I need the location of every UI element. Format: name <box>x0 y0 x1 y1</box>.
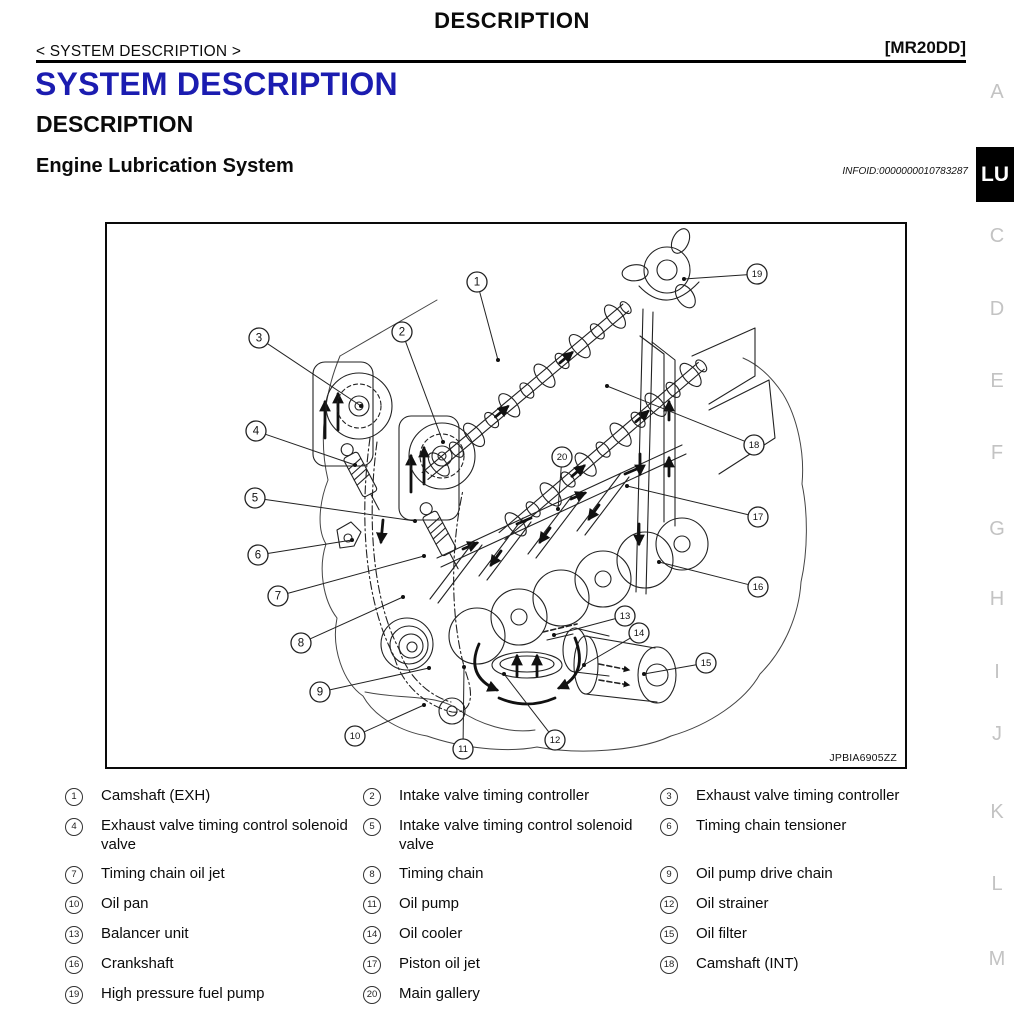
legend-item-5 <box>363 816 660 854</box>
legend-item-label: Timing chain tensioner <box>696 817 847 834</box>
svg-text:12: 12 <box>549 735 561 746</box>
legend-item-number: 5 <box>363 818 381 836</box>
callout-17 <box>625 484 768 527</box>
svg-text:7: 7 <box>274 590 282 603</box>
subsection-title: DESCRIPTION <box>36 111 194 137</box>
model-code-badge: [MR20DD] <box>884 38 966 57</box>
legend-item-20 <box>363 984 660 1004</box>
svg-text:10: 10 <box>349 731 361 742</box>
svg-text:11: 11 <box>458 744 468 755</box>
figure-code: JPBIA6905ZZ <box>829 752 897 764</box>
legend-item-label: Camshaft (INT) <box>696 955 799 972</box>
svg-text:8: 8 <box>297 637 305 650</box>
legend-item-label: Exhaust valve timing controller <box>696 787 900 804</box>
section-tab-lu: LU <box>976 147 1014 202</box>
svg-text:14: 14 <box>633 628 645 639</box>
legend-item-label: Oil cooler <box>399 925 463 942</box>
callout-2 <box>392 322 445 444</box>
legend-list <box>65 786 990 1014</box>
legend-item-6 <box>660 816 980 854</box>
callout-5 <box>245 488 417 523</box>
legend-item-label: Camshaft (EXH) <box>101 787 211 804</box>
legend-item-label: Exhaust valve timing control solenoid valve <box>101 817 348 853</box>
svg-text:2: 2 <box>398 326 406 339</box>
legend-item-4 <box>65 816 363 854</box>
legend-item-number: 16 <box>65 956 83 974</box>
callout-3 <box>249 328 363 408</box>
legend-item-number: 8 <box>363 866 381 884</box>
legend-item-label: Oil strainer <box>696 895 769 912</box>
legend-item-number: 14 <box>363 926 381 944</box>
svg-text:9: 9 <box>316 686 324 699</box>
index-letter-E: E <box>990 370 1004 392</box>
legend-item-11 <box>363 894 660 914</box>
header-divider <box>36 60 966 63</box>
index-letter-L: L <box>991 873 1003 895</box>
legend-item-14 <box>363 924 660 944</box>
index-letter-A: A <box>990 81 1004 103</box>
legend-item-number: 11 <box>363 896 381 914</box>
legend-item-number: 18 <box>660 956 678 974</box>
callout-4 <box>246 421 357 467</box>
callout-16 <box>657 560 768 597</box>
callout-layer <box>245 264 768 759</box>
index-letter-F: F <box>990 442 1004 464</box>
index-letter-I: I <box>994 661 1000 683</box>
legend-item-13 <box>65 924 363 944</box>
callout-1 <box>467 272 500 362</box>
svg-text:19: 19 <box>751 269 763 280</box>
index-letter-G: G <box>989 518 1005 540</box>
legend-item-label: Timing chain <box>399 865 484 882</box>
legend-item-15 <box>660 924 980 944</box>
legend-item-label: Oil pump drive chain <box>696 865 833 882</box>
legend-item-label: Crankshaft <box>101 955 174 972</box>
legend-item-number: 9 <box>660 866 678 884</box>
svg-text:20: 20 <box>556 452 568 463</box>
index-letter-K: K <box>990 801 1004 823</box>
legend-item-16 <box>65 954 363 974</box>
legend-item-7 <box>65 864 363 884</box>
section-title: SYSTEM DESCRIPTION <box>35 66 398 102</box>
legend-item-label: Oil pan <box>101 895 149 912</box>
svg-text:15: 15 <box>700 658 712 669</box>
svg-text:16: 16 <box>752 582 764 593</box>
svg-text:17: 17 <box>752 512 764 523</box>
svg-text:1: 1 <box>473 276 481 289</box>
svg-text:13: 13 <box>619 611 631 622</box>
callout-6 <box>248 538 354 565</box>
legend-item-8 <box>363 864 660 884</box>
svg-text:4: 4 <box>252 425 260 438</box>
legend-item-label: Intake valve timing controller <box>399 787 590 804</box>
callout-9 <box>310 666 431 702</box>
legend-item-12 <box>660 894 980 914</box>
figure-box <box>105 222 907 769</box>
svg-text:6: 6 <box>254 549 262 562</box>
breadcrumb: < SYSTEM DESCRIPTION > <box>36 43 242 60</box>
legend-item-number: 19 <box>65 986 83 1004</box>
legend-item-9 <box>660 864 980 884</box>
infoid-label: INFOID:0000000010783287 <box>842 166 968 177</box>
exh-solenoid-art <box>337 441 386 514</box>
legend-item-3 <box>660 786 980 806</box>
legend-item-number: 20 <box>363 986 381 1004</box>
legend-item-1 <box>65 786 363 806</box>
legend-item-number: 4 <box>65 818 83 836</box>
index-letter-C: C <box>989 225 1005 247</box>
legend-item-label: Timing chain oil jet <box>101 865 225 882</box>
legend-item-number: 12 <box>660 896 678 914</box>
index-letter-D: D <box>989 298 1005 320</box>
legend-item-2 <box>363 786 660 806</box>
legend-item-label: Piston oil jet <box>399 955 480 972</box>
legend-item-label: Oil filter <box>696 925 747 942</box>
legend-item-10 <box>65 894 363 914</box>
legend-item-label: Main gallery <box>399 985 480 1002</box>
callout-19 <box>682 264 767 284</box>
legend-item-label: Balancer unit <box>101 925 189 942</box>
legend-item-17 <box>363 954 660 974</box>
svg-text:5: 5 <box>251 492 259 505</box>
callout-12 <box>502 672 565 750</box>
legend-item-number: 13 <box>65 926 83 944</box>
svg-text:3: 3 <box>255 332 263 345</box>
engine-lubrication-diagram <box>107 224 901 763</box>
legend-item-number: 17 <box>363 956 381 974</box>
index-letter-J: J <box>992 723 1002 745</box>
topic-title: Engine Lubrication System <box>36 155 294 177</box>
camshaft-exh-art <box>416 294 638 486</box>
index-letter-M: M <box>988 948 1006 970</box>
legend-item-number: 2 <box>363 788 381 806</box>
legend-item-19 <box>65 984 363 1004</box>
callout-10 <box>345 703 426 746</box>
legend-item-number: 15 <box>660 926 678 944</box>
page-header-title: DESCRIPTION <box>434 8 590 33</box>
legend-item-label: High pressure fuel pump <box>101 985 265 1002</box>
index-letter-H: H <box>989 588 1005 610</box>
legend-item-number: 10 <box>65 896 83 914</box>
legend-item-number: 3 <box>660 788 678 806</box>
legend-item-18 <box>660 954 980 974</box>
fuel-pump-art <box>621 226 699 312</box>
legend-item-number: 7 <box>65 866 83 884</box>
legend-item-label: Intake valve timing control solenoid valve <box>399 817 633 853</box>
legend-item-number: 6 <box>660 818 678 836</box>
legend-item-number: 1 <box>65 788 83 806</box>
svg-text:18: 18 <box>748 440 760 451</box>
legend-item-label: Oil pump <box>399 895 460 912</box>
